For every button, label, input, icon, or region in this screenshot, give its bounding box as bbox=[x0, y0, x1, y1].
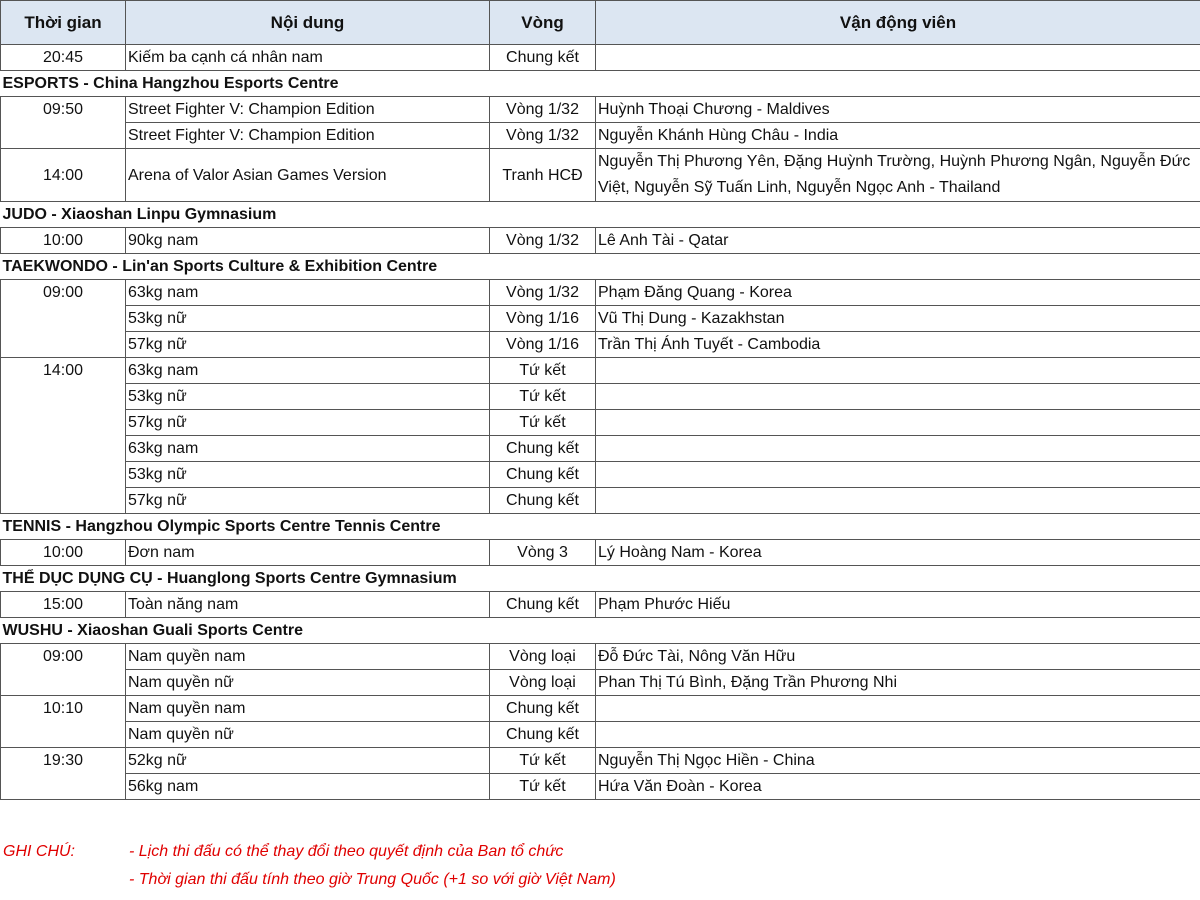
note-line: - Thời gian thi đấu tính theo giờ Trung Quốc (+1 so với giờ Việt Nam) bbox=[129, 871, 616, 888]
cell-athletes: Nguyễn Thị Ngọc Hiền - China bbox=[596, 748, 1200, 774]
table-row bbox=[1, 748, 1200, 774]
cell-round: Chung kết bbox=[490, 722, 596, 748]
venue-row bbox=[1, 202, 1200, 228]
cell-round: Vòng 1/16 bbox=[490, 332, 596, 358]
cell-time: 19:30 bbox=[1, 748, 126, 774]
cell-event: Nam quyền nam bbox=[126, 696, 490, 722]
venue-title: WUSHU - Xiaoshan Guali Sports Centre bbox=[1, 618, 1200, 644]
header-round: Vòng bbox=[490, 1, 596, 45]
cell-round: Vòng 1/32 bbox=[490, 228, 596, 254]
cell-round: Vòng 1/16 bbox=[490, 306, 596, 332]
cell-athletes: Huỳnh Thoại Chương - Maldives bbox=[596, 97, 1200, 123]
cell-event: 63kg nam bbox=[126, 280, 490, 306]
table-row bbox=[1, 149, 1200, 202]
cell-round: Tranh HCĐ bbox=[490, 149, 596, 202]
cell-event: Street Fighter V: Champion Edition bbox=[126, 123, 490, 149]
cell-time: 10:00 bbox=[1, 540, 126, 566]
cell-round: Tứ kết bbox=[490, 384, 596, 410]
note-line: - Lịch thi đấu có thể thay đổi theo quyết định của Ban tổ chức bbox=[129, 843, 564, 860]
table-row bbox=[1, 228, 1200, 254]
cell-athletes bbox=[596, 722, 1200, 748]
cell-round: Tứ kết bbox=[490, 748, 596, 774]
cell-athletes: Lý Hoàng Nam - Korea bbox=[596, 540, 1200, 566]
cell-time: 15:00 bbox=[1, 592, 126, 618]
table-row bbox=[1, 488, 1200, 514]
table-row bbox=[1, 592, 1200, 618]
cell-round: Chung kết bbox=[490, 592, 596, 618]
cell-time bbox=[1, 332, 126, 358]
cell-athletes bbox=[596, 410, 1200, 436]
table-row bbox=[1, 358, 1200, 384]
table-row bbox=[1, 306, 1200, 332]
cell-round: Tứ kết bbox=[490, 774, 596, 800]
cell-athletes bbox=[596, 436, 1200, 462]
cell-event: 52kg nữ bbox=[126, 748, 490, 774]
cell-event: Toàn năng nam bbox=[126, 592, 490, 618]
cell-athletes bbox=[596, 488, 1200, 514]
table-row bbox=[1, 280, 1200, 306]
cell-event: 63kg nam bbox=[126, 436, 490, 462]
venue-title: TENNIS - Hangzhou Olympic Sports Centre Tennis Centre bbox=[1, 514, 1200, 540]
cell-round: Vòng 1/32 bbox=[490, 97, 596, 123]
cell-event: 63kg nam bbox=[126, 358, 490, 384]
cell-round: Vòng 1/32 bbox=[490, 123, 596, 149]
table-row bbox=[1, 436, 1200, 462]
cell-event: Street Fighter V: Champion Edition bbox=[126, 97, 490, 123]
venue-row bbox=[1, 618, 1200, 644]
cell-time bbox=[1, 123, 126, 149]
cell-athletes bbox=[596, 45, 1200, 71]
cell-time bbox=[1, 384, 126, 410]
cell-time: 09:00 bbox=[1, 644, 126, 670]
header-row bbox=[1, 1, 1200, 45]
cell-time bbox=[1, 436, 126, 462]
cell-time bbox=[1, 462, 126, 488]
table-row bbox=[1, 384, 1200, 410]
table-row bbox=[1, 462, 1200, 488]
cell-time: 14:00 bbox=[1, 149, 126, 202]
cell-round: Tứ kết bbox=[490, 358, 596, 384]
cell-event: 57kg nữ bbox=[126, 332, 490, 358]
venue-row bbox=[1, 566, 1200, 592]
venue-title: JUDO - Xiaoshan Linpu Gymnasium bbox=[1, 202, 1200, 228]
venue-title: ESPORTS - China Hangzhou Esports Centre bbox=[1, 71, 1200, 97]
venue-title: THỂ DỤC DỤNG CỤ - Huanglong Sports Centre Gymnasium bbox=[1, 566, 1200, 592]
cell-round: Vòng loại bbox=[490, 644, 596, 670]
cell-event: Đơn nam bbox=[126, 540, 490, 566]
cell-time bbox=[1, 670, 126, 696]
cell-athletes: Nguyễn Khánh Hùng Châu - India bbox=[596, 123, 1200, 149]
cell-round: Vòng 3 bbox=[490, 540, 596, 566]
table-row bbox=[1, 540, 1200, 566]
schedule-body bbox=[1, 45, 1200, 800]
header-event: Nội dung bbox=[126, 1, 490, 45]
header-time: Thời gian bbox=[1, 1, 126, 45]
cell-round: Vòng 1/32 bbox=[490, 280, 596, 306]
cell-event: 57kg nữ bbox=[126, 488, 490, 514]
cell-athletes: Đỗ Đức Tài, Nông Văn Hữu bbox=[596, 644, 1200, 670]
header-athletes: Vận động viên bbox=[596, 1, 1200, 45]
table-row bbox=[1, 696, 1200, 722]
cell-athletes bbox=[596, 696, 1200, 722]
cell-round: Chung kết bbox=[490, 436, 596, 462]
cell-event: 56kg nam bbox=[126, 774, 490, 800]
cell-event: Nam quyền nam bbox=[126, 644, 490, 670]
cell-event: Nam quyền nữ bbox=[126, 670, 490, 696]
cell-time: 20:45 bbox=[1, 45, 126, 71]
cell-event: 53kg nữ bbox=[126, 384, 490, 410]
cell-athletes: Phạm Phước Hiếu bbox=[596, 592, 1200, 618]
cell-event: Kiếm ba cạnh cá nhân nam bbox=[126, 45, 490, 71]
cell-round: Vòng loại bbox=[490, 670, 596, 696]
cell-athletes bbox=[596, 358, 1200, 384]
cell-time bbox=[1, 410, 126, 436]
cell-athletes bbox=[596, 462, 1200, 488]
table-row bbox=[1, 410, 1200, 436]
cell-time: 09:00 bbox=[1, 280, 126, 306]
cell-athletes: Nguyễn Thị Phương Yên, Đặng Huỳnh Trường, Huỳnh Phương Ngân, Nguyễn Đức Việt, Nguyễn Sỹ Tuấn Linh, Nguyễn Ngọc Anh - Thailand bbox=[596, 149, 1200, 202]
cell-event: Nam quyền nữ bbox=[126, 722, 490, 748]
cell-athletes: Lê Anh Tài - Qatar bbox=[596, 228, 1200, 254]
table-row bbox=[1, 123, 1200, 149]
notes-label: GHI CHÚ: bbox=[3, 843, 75, 860]
table-row bbox=[1, 670, 1200, 696]
cell-event: 90kg nam bbox=[126, 228, 490, 254]
cell-round: Chung kết bbox=[490, 462, 596, 488]
table-row bbox=[1, 97, 1200, 123]
venue-row bbox=[1, 71, 1200, 97]
table-row bbox=[1, 774, 1200, 800]
cell-time bbox=[1, 488, 126, 514]
cell-athletes: Phan Thị Tú Bình, Đặng Trần Phương Nhi bbox=[596, 670, 1200, 696]
cell-time: 14:00 bbox=[1, 358, 126, 384]
table-row bbox=[1, 722, 1200, 748]
table-row bbox=[1, 332, 1200, 358]
cell-athletes: Phạm Đăng Quang - Korea bbox=[596, 280, 1200, 306]
table-row bbox=[1, 45, 1200, 71]
venue-title: TAEKWONDO - Lin'an Sports Culture & Exhibition Centre bbox=[1, 254, 1200, 280]
cell-event: 53kg nữ bbox=[126, 462, 490, 488]
cell-time bbox=[1, 306, 126, 332]
cell-time: 10:00 bbox=[1, 228, 126, 254]
cell-athletes: Hứa Văn Đoàn - Korea bbox=[596, 774, 1200, 800]
venue-row bbox=[1, 254, 1200, 280]
cell-athletes bbox=[596, 384, 1200, 410]
cell-time: 09:50 bbox=[1, 97, 126, 123]
cell-round: Tứ kết bbox=[490, 410, 596, 436]
cell-round: Chung kết bbox=[490, 45, 596, 71]
table-row bbox=[1, 644, 1200, 670]
cell-time bbox=[1, 722, 126, 748]
cell-event: Arena of Valor Asian Games Version bbox=[126, 149, 490, 202]
cell-event: 57kg nữ bbox=[126, 410, 490, 436]
cell-round: Chung kết bbox=[490, 488, 596, 514]
cell-athletes: Trần Thị Ánh Tuyết - Cambodia bbox=[596, 332, 1200, 358]
cell-event: 53kg nữ bbox=[126, 306, 490, 332]
cell-time bbox=[1, 774, 126, 800]
cell-time: 10:10 bbox=[1, 696, 126, 722]
venue-row bbox=[1, 514, 1200, 540]
cell-round: Chung kết bbox=[490, 696, 596, 722]
cell-athletes: Vũ Thị Dung - Kazakhstan bbox=[596, 306, 1200, 332]
